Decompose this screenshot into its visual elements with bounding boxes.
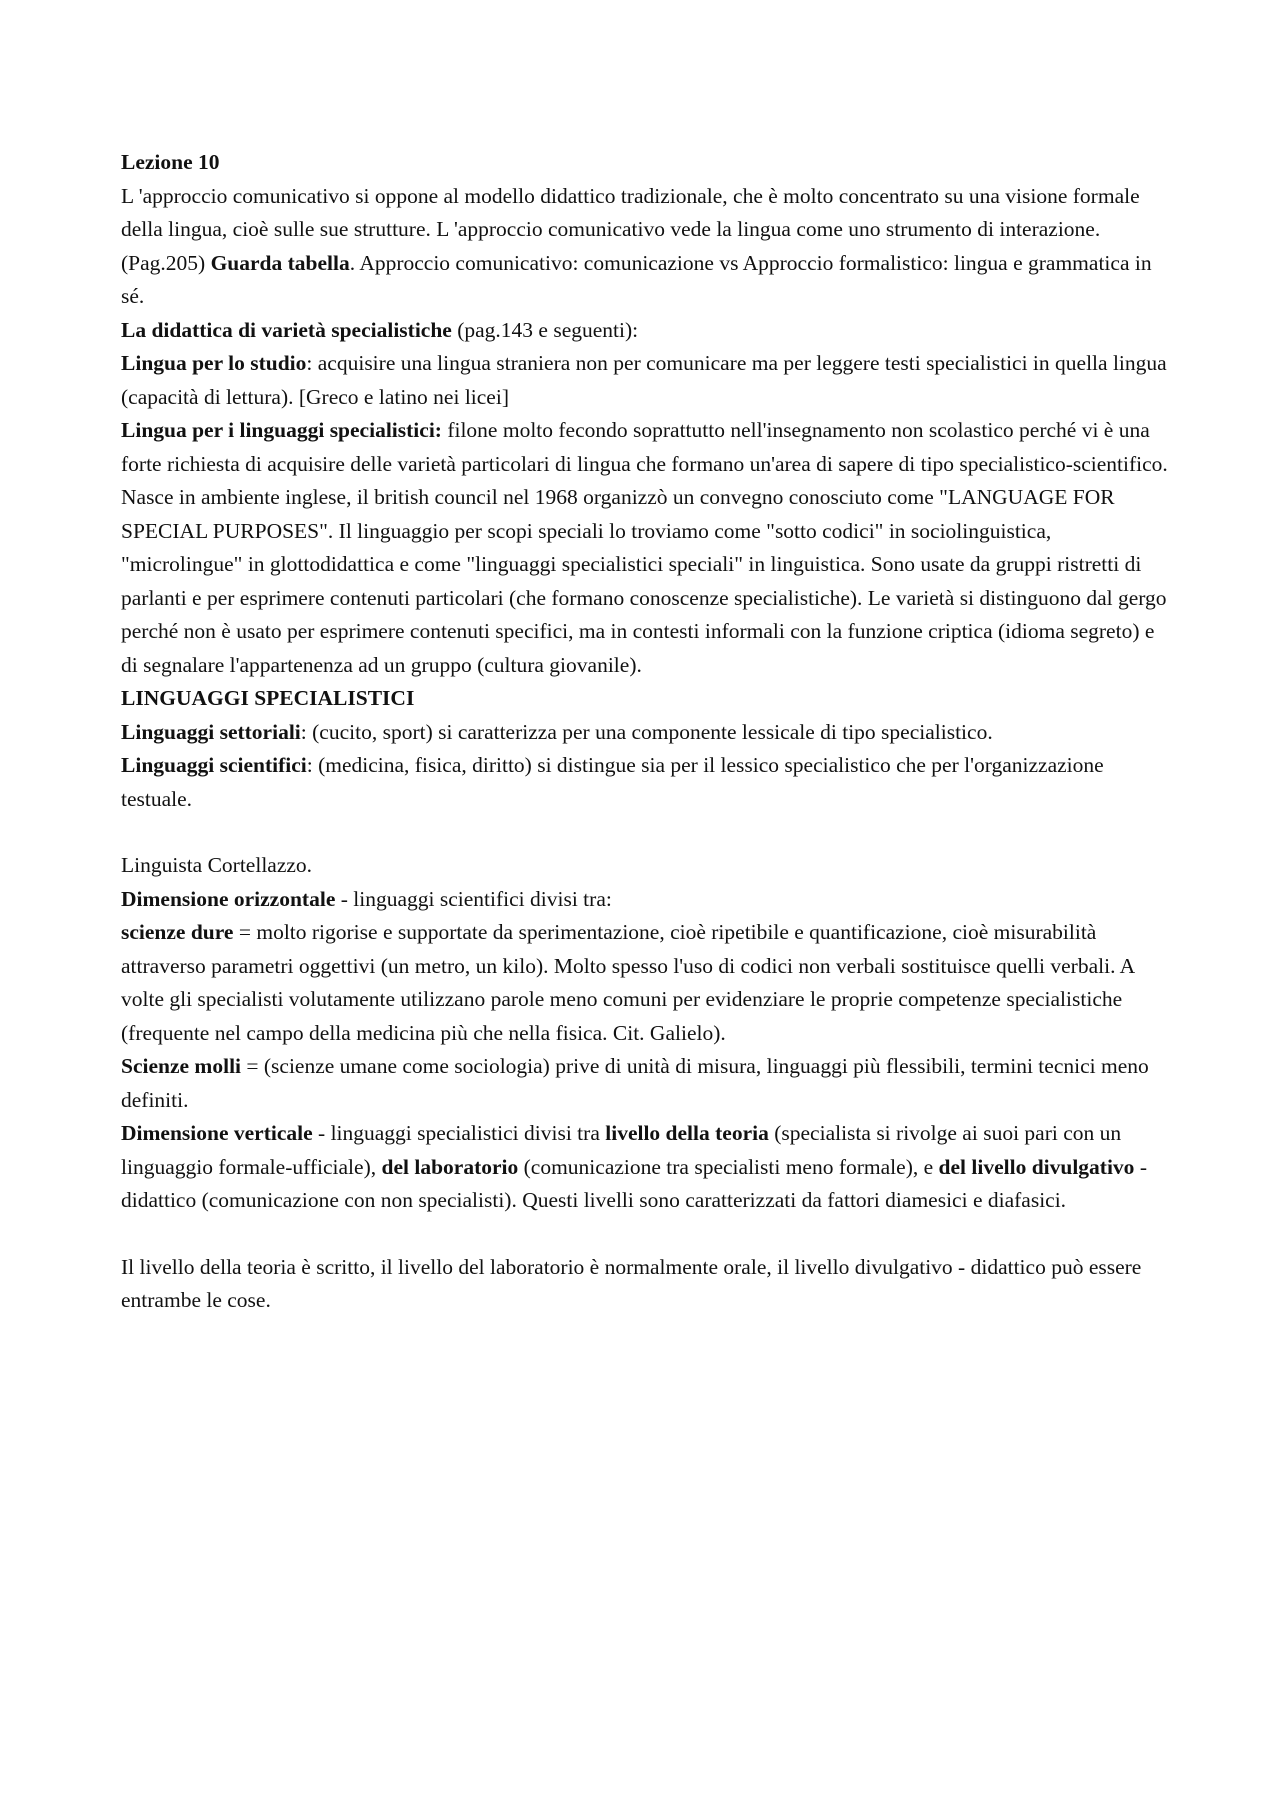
linguaggi-heading-text: LINGUAGGI SPECIALISTICI <box>121 686 415 710</box>
orizzontale-paragraph <box>121 883 1171 917</box>
settoriali-text: : (cucito, sport) si caratterizza per una componente lessicale di tipo specialistico. <box>300 719 993 744</box>
orizzontale-bold: Dimensione orizzontale <box>121 886 336 911</box>
molli-bold: Scienze molli <box>121 1054 242 1078</box>
intro-paragraph <box>121 180 1171 314</box>
studio-text: : acquisire una lingua straniera non per comunicare ma per leggere testi specialistici in quella lingua (capacità di lettura). [Greco e latino nei licei] <box>121 351 1167 409</box>
scientifici-paragraph <box>121 749 1171 816</box>
verticale-text-2: (specialista si rivolge ai suoi pari con un linguaggio formale-ufficiale), <box>121 1121 1122 1179</box>
verticale-paragraph <box>121 1117 1171 1218</box>
verticale-text-4: - didattico (comunicazione con non specialisti). Questi livelli sono caratterizzati da fattori diamesici e diafasici. <box>121 1154 1147 1212</box>
orizzontale-text: - linguaggi scientifici divisi tra: <box>335 886 612 911</box>
linguaggi-heading <box>121 682 1171 716</box>
studio-paragraph <box>121 347 1171 414</box>
scientifici-bold: Linguaggi scientifici <box>121 753 307 777</box>
dure-bold: scienze dure <box>121 920 234 944</box>
verticale-bold-3: del laboratorio <box>381 1154 519 1179</box>
settoriali-paragraph <box>121 716 1171 750</box>
nasce-paragraph: Nasce in ambiente inglese, il british council nel 1968 organizzò un convegno conosciuto come "LANGUAGE FOR SPECIAL PURPOSES". Il linguaggio per scopi speciali lo troviamo come "sotto codici" in sociolinguistica, "microlingue" in glottodidattica e come "linguaggi specialistici speciali" in linguistica. Sono usate da gruppi ristretti di parlanti e per esprimere contenuti particolari (che formano conoscenze specialistiche). Le varietà si distinguono dal gergo perché non è usato per esprimere contenuti specifici, ma in contesti informali con la funzione criptica (idioma segreto) e di segnalare l'appartenenza ad un gruppo (cultura giovanile). <box>121 485 1167 677</box>
scientifici-text: : (medicina, fisica, diritto) si distingue sia per il lessico specialistico che per l'organizzazione testuale. <box>121 753 1104 811</box>
molli-paragraph <box>121 1050 1171 1117</box>
verticale-bold-1: Dimensione verticale <box>121 1121 313 1145</box>
verticale-text-3: (comunicazione tra specialisti meno formale), e <box>518 1154 939 1179</box>
dure-text: = molto rigorise e supportate da sperimentazione, cioè ripetibile e quantificazione, cioè misurabilità attraverso parametri oggettivi (un metro, un kilo). Molto spesso l'uso di codici non verbali sostituisce quelli verbali. A volte gli specialisti volutamente utilizzano parole meno comuni per evidenziare le proprie competenze specialistiche (frequente nel campo della medicina più che nella fisica. Cit. Galielo). <box>121 920 1134 1045</box>
didattica-bold: La didattica di varietà specialistiche <box>121 317 452 342</box>
cortelazzo-paragraph: Linguista Cortellazzo. <box>121 853 313 877</box>
paragraph-gap <box>121 816 1171 849</box>
final-paragraph: Il livello della teoria è scritto, il livello del laboratorio è normalmente orale, il livello divulgativo - didattico può essere entrambe le cose. <box>121 1254 1142 1312</box>
molli-text: = (scienze umane come sociologia) prive di unità di misura, linguaggi più flessibili, termini tecnici meno definiti. <box>121 1054 1149 1112</box>
paragraph-gap <box>121 1218 1171 1251</box>
settoriali-bold: Linguaggi settoriali <box>121 719 301 744</box>
lesson-title-text: Lezione 10 <box>121 150 220 174</box>
linguaggi-text: filone molto fecondo soprattutto nell'insegnamento non scolastico perché vi è una forte richiesta di acquisire delle varietà particolari di lingua che formano un'area di sapere di tipo specialistico-scientifico. <box>121 418 1168 476</box>
didattica-paragraph <box>121 314 1171 348</box>
linguaggi-paragraph <box>121 414 1171 481</box>
dure-paragraph <box>121 916 1171 1050</box>
lesson-title <box>121 146 1171 180</box>
intro-text-2: . Approccio comunicativo: comunicazione vs Approccio formalistico: lingua e grammatica in sé. <box>121 250 1152 308</box>
verticale-bold-4: del livello divulgativo <box>938 1154 1135 1179</box>
verticale-text-1: - linguaggi specialistici divisi tra <box>312 1121 606 1145</box>
studio-bold: Lingua per lo studio <box>121 351 307 375</box>
linguaggi-bold: Lingua per i linguaggi specialistici: <box>121 418 442 442</box>
intro-bold: Guarda tabella <box>210 250 350 275</box>
verticale-bold-2: livello della teoria <box>605 1121 769 1145</box>
intro-text-1: L 'approccio comunicativo si oppone al modello didattico tradizionale, che è molto concentrato su una visione formale della lingua, cioè sulle sue strutture. L 'approccio comunicativo vede la lingua come uno strumento di interazione. (Pag.205) <box>121 183 1140 275</box>
didattica-text: (pag.143 e seguenti): <box>451 317 639 342</box>
document-page <box>121 146 1171 1318</box>
